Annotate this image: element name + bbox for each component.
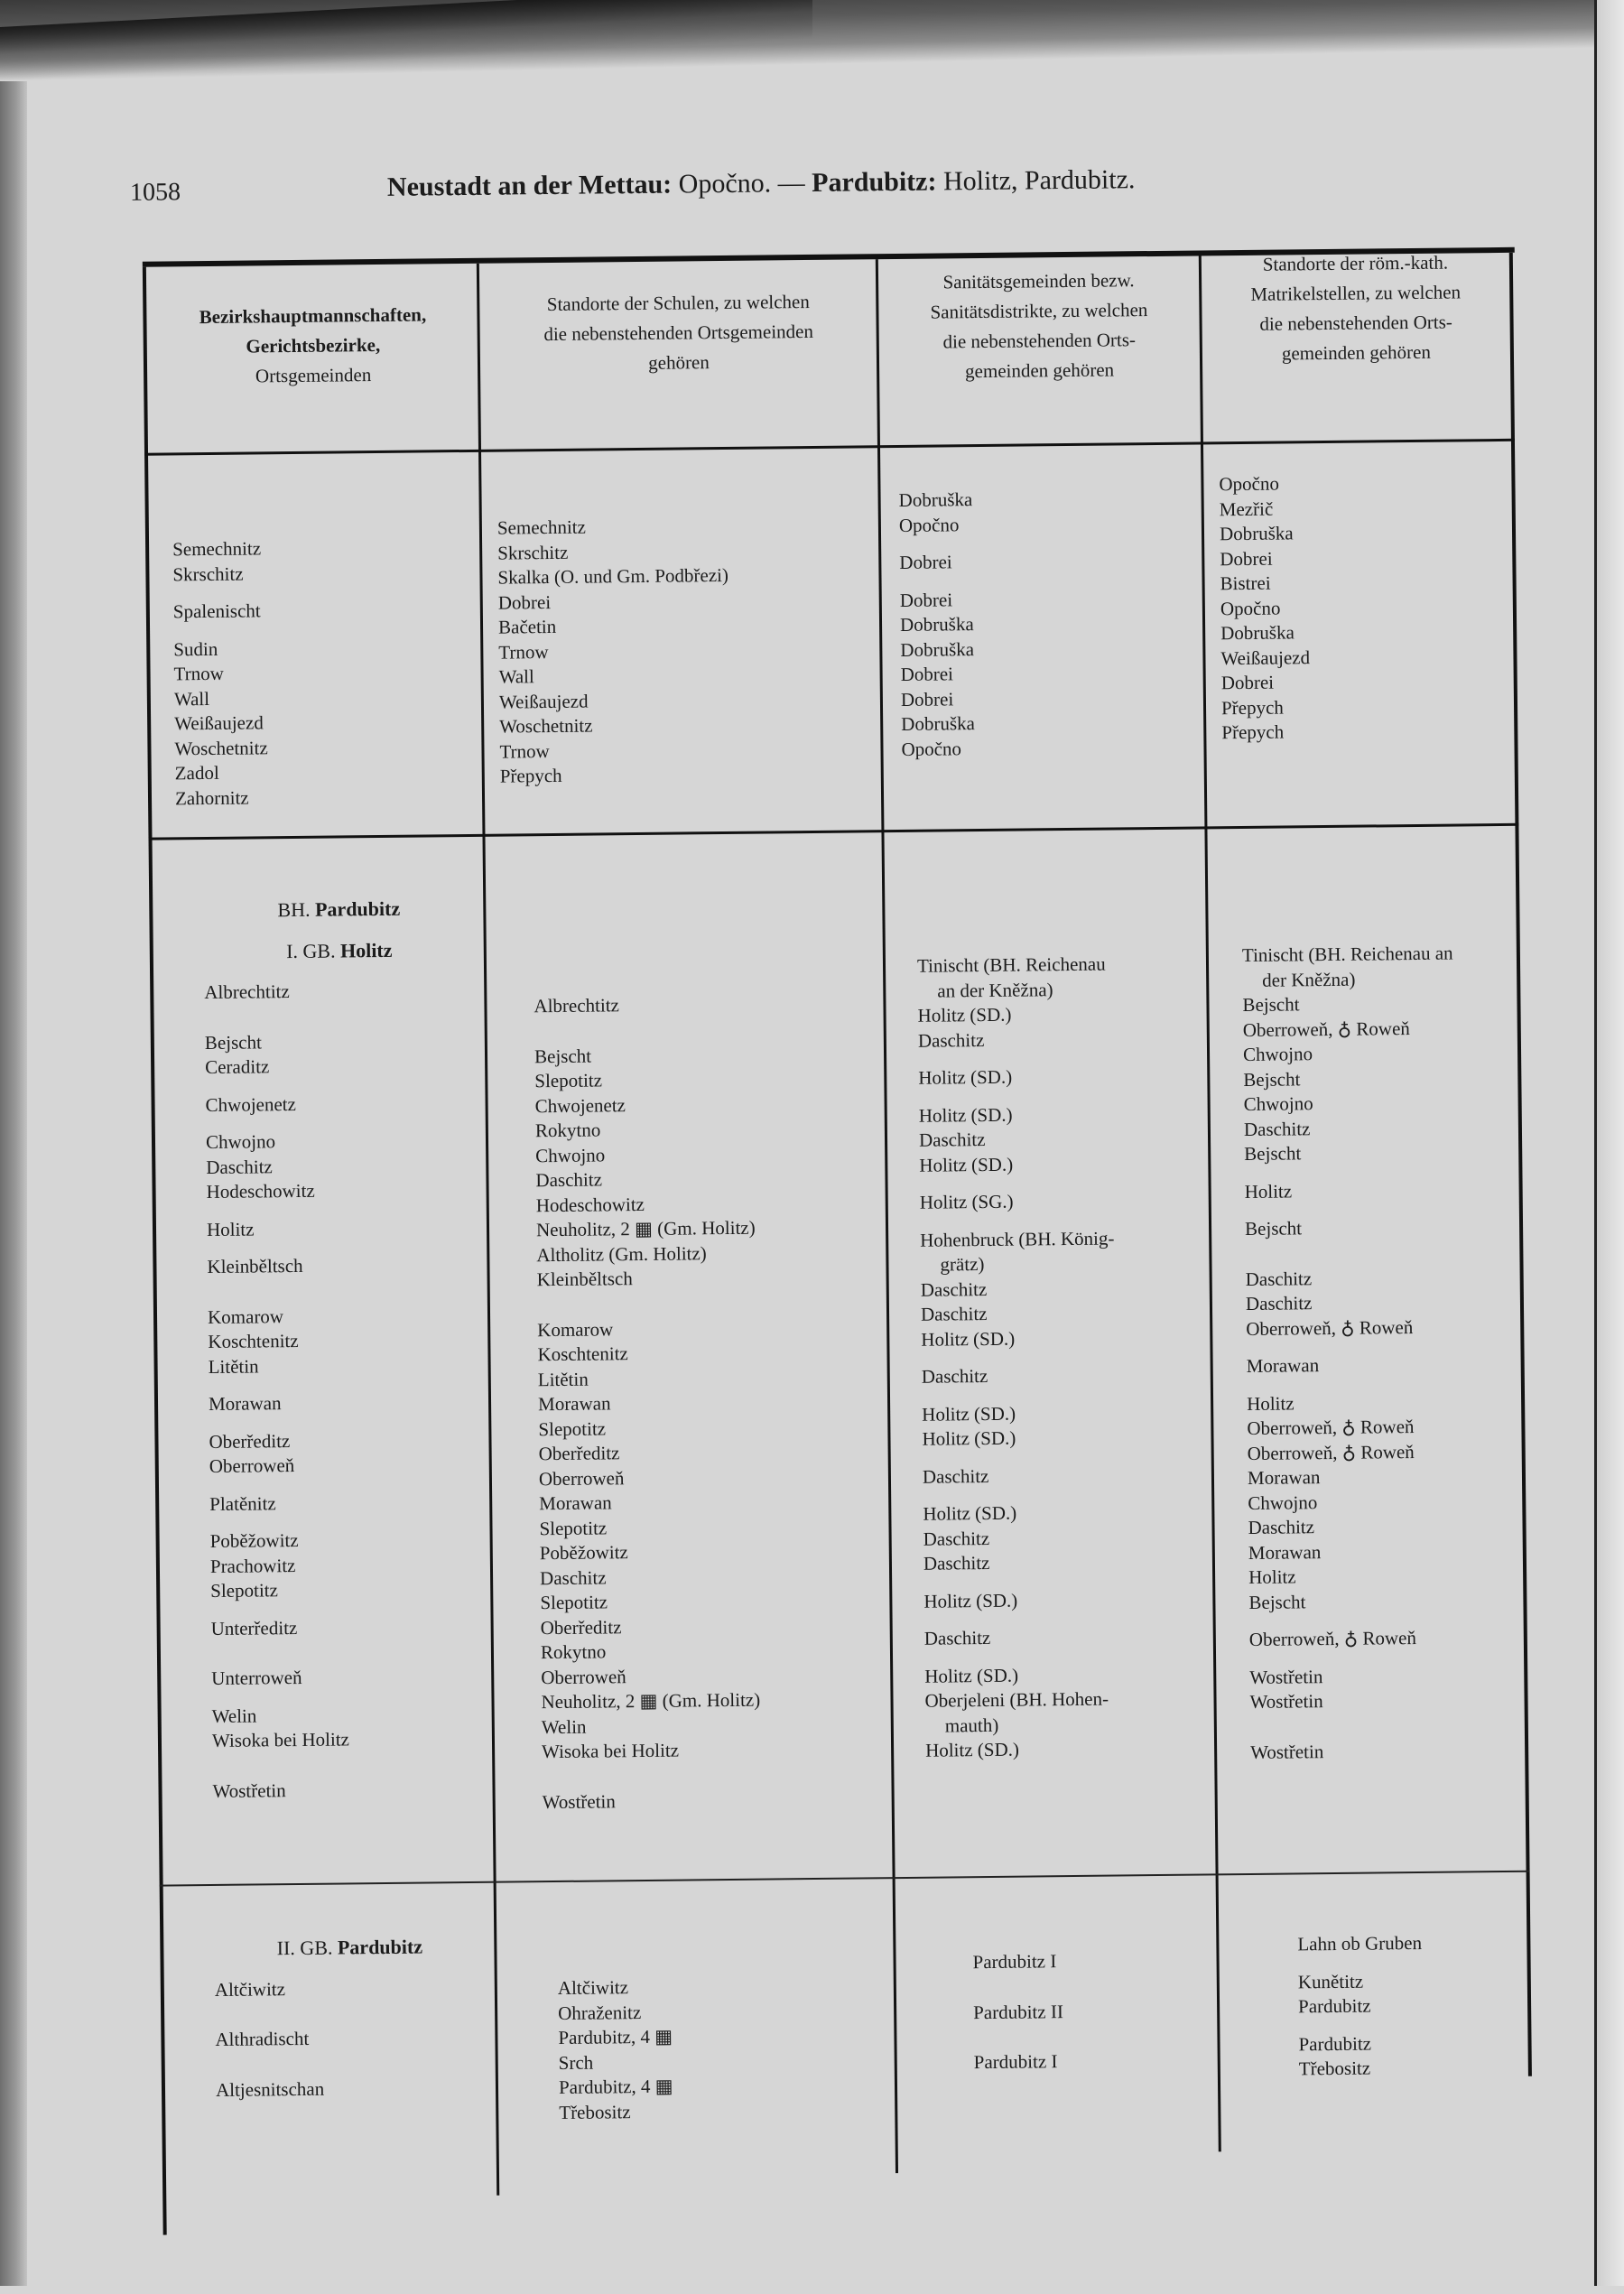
header-col2-line1: Standorte der Schulen, zu welchen [546,290,810,316]
list-item: Daschitz [539,1565,607,1589]
list-item: Welin [211,1704,257,1727]
section-gb-holitz [204,936,475,964]
block3-ortsgemeinden [214,1934,487,2103]
block1-bottom-rule [148,823,1518,841]
list-item: Přepych [1221,720,1285,744]
list-item: Welin [541,1715,587,1738]
running-head-text-1: Opočno. — [672,167,812,200]
list-item: Daschitz [920,1302,988,1325]
list-item: Slepotitz [534,1069,603,1092]
list-item: Chwojenetz [205,1092,297,1116]
list-item: Morawan [537,1392,611,1416]
list-item: Mezřič [1219,497,1274,520]
list-item: Lahn ob Gruben [1297,1931,1423,1955]
list-item: Hodeschowitz [535,1193,645,1216]
list-item: Skrschitz [172,562,244,585]
list-item: Holitz (SD.) [919,1153,1014,1176]
list-item: Oberroweň, ♁ Roweň [1247,1416,1415,1439]
list-item: Bejscht [1248,1590,1306,1613]
list-item: Daschitz [923,1551,990,1574]
block3-matrikel [1297,1931,1423,2082]
header-col4-line1: Standorte der röm.-kath. [1262,251,1449,275]
list-item: Wostřetin [542,1789,616,1813]
gb-name: Pardubitz [337,1935,423,1959]
list-item: Wall [173,687,210,710]
list-item: Dobrei [1220,671,1275,694]
list-item: Oberroweň, ♁ Roweň [1242,1017,1410,1041]
list-item: Morawan [1247,1466,1321,1489]
header-col4-line2: Matrikelstellen, zu welchen [1250,281,1462,305]
list-item: Tinischt (BH. Reichenau [916,952,1106,977]
list-item: Neuholitz, 2 ▦ (Gm. Holitz) [535,1216,756,1241]
list-item: Oberjeleni (BH. Hohen- [924,1687,1109,1712]
list-item: Daschitz [1248,1516,1315,1538]
list-item: Poběžowitz [539,1541,628,1565]
list-item: Daschitz [917,1028,985,1052]
list-item: Dobruška [898,488,973,511]
list-item: Daschitz [206,1155,273,1178]
block1-schulen [497,514,731,789]
running-head [387,164,1136,203]
list-item: Wostřetin [1249,1690,1323,1713]
column-divider-2 [876,259,898,2173]
list-item: Holitz (SD.) [918,1103,1013,1127]
list-item: grätz) [940,1253,985,1276]
list-item: Opočno [898,513,960,536]
gazetteer-table [143,247,1536,2235]
list-item: Bejscht [534,1045,592,1067]
list-item: Wostřetin [1250,1740,1324,1763]
list-item: Oberředitz [209,1429,291,1453]
block2-sanitaet [917,951,1214,1763]
list-item: Holitz [1246,1391,1295,1415]
block1-sanitaet [898,488,975,762]
list-item: Altjesnitschan [215,2077,325,2101]
list-item: Platěnitz [209,1491,276,1515]
block3-sanitaet [972,1949,1063,2076]
list-item: mauth) [944,1714,999,1736]
list-item: Morawan [208,1392,282,1416]
header-col4-line3: die nebenstehenden Orts- [1259,311,1452,335]
block3-schulen [558,1975,673,2125]
list-item: Wisoka bei Holitz [541,1739,680,1763]
list-item: Holitz (SD.) [922,1426,1016,1450]
list-item: Dobruška [1219,522,1294,545]
list-item: Zahornitz [174,786,249,809]
block2-ortsgemeinden [203,896,483,1804]
list-item: Wall [498,665,534,688]
list-item: Daschitz [923,1626,991,1649]
list-item: Kleinběltsch [207,1254,303,1278]
list-item: Daschitz [1245,1292,1313,1314]
list-item: Hohenbruck (BH. König- [920,1227,1115,1251]
list-item: Třebositz [1298,2057,1371,2080]
header-sanitaet [878,265,1200,387]
gb-name: Holitz [339,938,393,961]
list-item: Holitz (SD.) [918,1065,1013,1089]
list-item: Pardubitz, 4 ▦ [558,2075,673,2098]
list-item: der Kněžna) [1262,968,1356,991]
list-item: Daschitz [918,1128,986,1151]
list-item: Daschitz [1245,1267,1313,1290]
list-item: Srch [558,2051,594,2074]
list-item: Opočno [1219,472,1280,496]
list-item: Holitz (SD.) [924,1738,1020,1761]
list-item: Hodeschowitz [206,1179,315,1203]
list-item: Wisoka bei Holitz [211,1728,350,1752]
bh-name: Pardubitz [314,896,401,921]
list-item: Ohraženitz [558,2001,642,2024]
header-col4-line4: gemeinden gehören [1281,340,1432,365]
section-gb-pardubitz [214,1934,485,1962]
list-item: Oberroweň, ♁ Roweň [1248,1627,1417,1650]
list-item: Dobrei [497,590,552,614]
list-item: Ceraditz [205,1055,270,1079]
list-item: Pardubitz II [973,2000,1064,2023]
list-item: Wostřetin [1249,1665,1323,1688]
list-item: Chwojno [535,1143,606,1166]
list-item: Woschetnitz [174,736,268,759]
list-item: Bačetin [497,615,557,638]
header-bottom-rule [144,439,1515,456]
list-item: Altčiwitz [214,1977,286,2001]
list-item: Slepotitz [540,1591,608,1614]
header-schulen [480,286,877,380]
list-item: Pardubitz I [973,2050,1058,2074]
list-item: Třebositz [559,2100,631,2123]
list-item: Bejscht [204,1030,262,1054]
list-item: Rokytno [534,1119,601,1142]
list-item: Dobrei [900,687,954,710]
list-item: Holitz (SD.) [921,1327,1016,1351]
list-item: Opočno [901,737,962,760]
block1-matrikel [1219,471,1311,746]
list-item: Unterředitz [210,1616,298,1639]
list-item: Zadol [174,761,219,785]
column-divider-1 [477,264,499,2196]
list-item: Bistrei [1220,571,1271,595]
list-item: Litětin [208,1354,259,1378]
list-item: an der Kněžna) [937,978,1053,1002]
list-item: Morawan [539,1491,612,1515]
list-item: Litětin [537,1368,589,1390]
list-item: Daschitz [922,1464,989,1488]
list-item: Oberředitz [540,1615,622,1639]
list-item: Holitz [1244,1179,1293,1203]
list-item: Holitz [1248,1565,1296,1588]
list-item: Koschtenitz [537,1342,628,1366]
list-item: Albrechtitz [534,994,620,1017]
list-item: Dobruška [1220,621,1295,645]
running-head-district-1: Neustadt an der Mettau: [386,169,673,202]
list-item: Bejscht [1244,1142,1302,1165]
list-item: Rokytno [540,1640,607,1664]
page-number: 1058 [129,178,181,207]
list-item: Oberroweň [538,1466,625,1490]
list-item: Slepotitz [210,1579,279,1602]
list-item: Dobruška [900,637,975,661]
list-item: Dobrei [899,551,952,573]
list-item: Dobrei [900,663,954,685]
list-item: Daschitz [921,1364,988,1388]
header-col2-line3: gehören [648,351,710,374]
header-col3-line3: die nebenstehenden Orts- [942,329,1137,353]
list-item: Holitz (SD.) [917,1003,1012,1026]
list-item: Sudin [173,637,218,660]
list-item: Opočno [1220,597,1281,619]
header-col1-line1: Bezirkshauptmannschaften, [199,303,427,329]
list-item: Weißaujezd [174,711,264,735]
header-col3-line2: Sanitätsdistrikte, zu welchen [930,299,1148,323]
list-item: Daschitz [535,1168,603,1192]
list-item: Althradischt [215,2027,310,2050]
running-head-text-2: Holitz, Pardubitz. [936,164,1136,197]
block2-schulen [534,992,761,1815]
list-item: Přepych [499,764,562,787]
list-item: Semechnitz [172,537,262,561]
header-col3-line1: Sanitätsgemeinden bezw. [942,269,1135,293]
list-item: Dobrei [1220,547,1273,570]
list-item: Poběžowitz [209,1528,299,1553]
list-item: Neuholitz, 2 ▦ (Gm. Holitz) [541,1688,761,1714]
list-item: Holitz (SD.) [923,1589,1018,1612]
list-item: Spalenischt [172,599,261,623]
list-item: Pardubitz [1298,2032,1372,2055]
list-item: Daschitz [923,1527,990,1550]
list-item: Altholitz (Gm. Holitz) [536,1241,707,1266]
list-item: Unterroweň [211,1666,302,1690]
list-item: Holitz (SD.) [924,1664,1019,1687]
header-col1-line3: Ortsgemeinden [255,364,372,387]
list-item: Kunětitz [1297,1970,1364,1992]
list-item: Semechnitz [496,515,586,539]
list-item: Morawan [1248,1540,1322,1564]
section-bh-pardubitz [203,896,474,924]
list-item: Chwojenetz [534,1093,626,1117]
list-item: Albrechtitz [204,980,290,1004]
list-item: Bejscht [1242,993,1300,1017]
list-item: Oberroweň [541,1665,626,1688]
list-item: Oberroweň [209,1454,295,1478]
list-item: Trnow [173,662,224,685]
list-item: Slepotitz [539,1516,608,1539]
running-head-district-2: Pardubitz: [811,166,937,198]
list-item: Pardubitz I [972,1950,1057,1974]
list-item: Kleinběltsch [536,1268,633,1291]
list-item: Altčiwitz [557,1976,629,2000]
list-item: Chwojno [205,1130,276,1154]
block2-matrikel [1242,941,1540,1765]
gb-prefix: II. GB. [276,1936,333,1960]
list-item: Slepotitz [538,1416,607,1440]
list-item: Holitz (SD.) [923,1501,1017,1525]
list-item: Dobruška [901,712,975,735]
list-item: Pardubitz [1297,1994,1371,2018]
list-item: Dobruška [899,613,974,636]
list-item: Bejscht [1244,1217,1303,1240]
list-item: Chwojno [1242,1043,1313,1065]
table-border-left [143,267,167,2235]
list-item: Daschitz [920,1277,988,1301]
list-item: Dobrei [899,588,953,611]
list-item: Weißaujezd [1220,645,1311,669]
list-item: Komarow [207,1305,284,1328]
gb-prefix: I. GB. [285,939,336,962]
list-item: Holitz [206,1217,255,1240]
list-item: Skrschitz [497,541,569,564]
list-item: Trnow [498,640,549,664]
list-item: Prachowitz [209,1554,296,1577]
list-item: Trnow [499,739,550,763]
list-item: Tinischt (BH. Reichenau an [1241,942,1453,967]
list-item: Koschtenitz [208,1329,299,1353]
header-ortsgemeinden [148,300,478,393]
list-item: Weißaujezd [498,690,589,713]
list-item: Oberroweň, ♁ Roweň [1246,1315,1414,1340]
list-item: Pardubitz, 4 ▦ [558,2025,673,2049]
list-item: Chwojno [1248,1491,1318,1514]
list-item: Přepych [1220,696,1284,719]
list-item: Bejscht [1243,1067,1301,1091]
list-item: Holitz (SG.) [919,1190,1014,1213]
block1-ortsgemeinden [172,536,268,811]
header-col2-line2: die nebenstehenden Ortsgemeinden [543,320,814,346]
header-col1-line2: Gerichtsbezirke, [246,333,381,358]
bh-prefix: BH. [277,897,311,922]
header-col3-line4: gemeinden gehören [964,358,1115,383]
list-item: Wostřetin [212,1779,286,1802]
list-item: Skalka (O. und Gm. Podbřezi) [497,563,729,589]
list-item: Chwojno [1243,1092,1313,1115]
header-matrikel [1202,247,1510,370]
list-item: Oberroweň, ♁ Roweň [1247,1440,1415,1464]
list-item: Holitz (SD.) [922,1402,1016,1426]
list-item: Oberředitz [538,1442,620,1465]
list-item: Morawan [1246,1354,1320,1377]
list-item: Daschitz [1243,1117,1311,1140]
block2-bottom-rule [160,1871,1530,1887]
list-item: Woschetnitz [499,714,593,738]
list-item: Komarow [537,1317,614,1341]
